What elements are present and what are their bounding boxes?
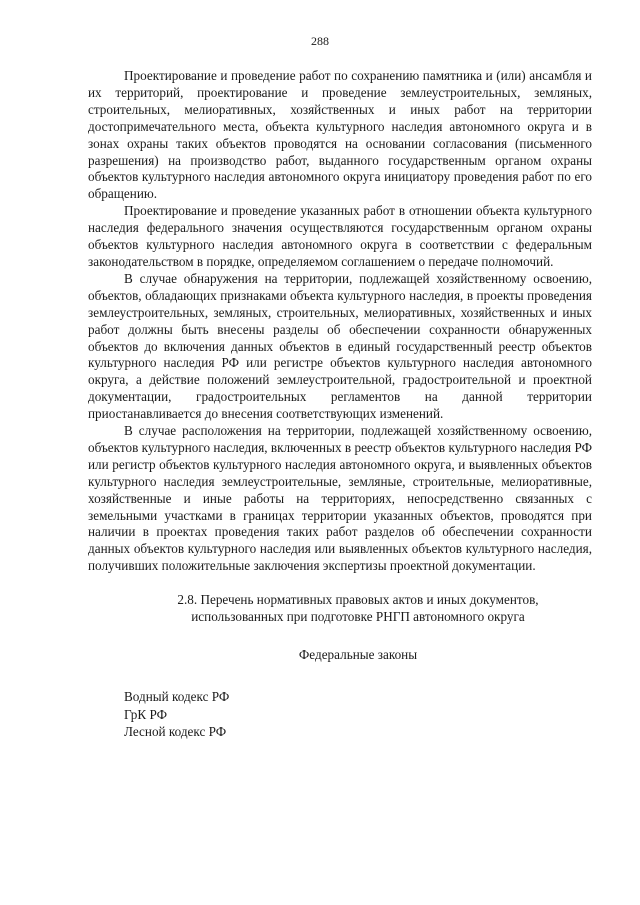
law-item-water-code: Водный кодекс РФ: [124, 689, 230, 705]
paragraph-4: В случае расположения на территории, подлежащей хозяйственному освоению, объектов культурного наследия, включенных в реестр объектов культурного наследия РФ или регистр объектов культурного наследия автономного округа, и выявленных объектов культурного наследия землеустроительные, земляные, строительные, мелиоративные, хозяйственные и иные работы на территориях, непосредственно связанных с земельными участками в границах территории указанных объектов, проводятся при наличии в проектах проведения таких работ разделов об обеспечении сохранности данных объектов культурного наследия или выявленных объектов культурного наследия, получивших положительные заключения экспертизы проектной документации.: [88, 423, 592, 574]
paragraph-3: В случае обнаружения на территории, подлежащей хозяйственному освоению, объектов, обладающих признаками объекта культурного наследия, в проекты проведения землеустроительных, земляных, строительных, мелиоративных, хозяйственных и иных работ должны быть внесены разделы об обеспечении сохранности обнаруженных объектов до включения данных объектов в единый государственный реестр объектов культурного наследия РФ или регистре объектов культурного наследия автономного округа, а действие положений землеустроительной, градостроительной и проектной документации, градостроительных регламентов на данной территории приостанавливается до внесения соответствующих изменений.: [88, 270, 592, 422]
document-body: [88, 68, 592, 741]
section-title-line-1: 2.8. Перечень нормативных правовых актов и иных документов,: [177, 592, 539, 608]
federal-laws-subheading: Федеральные законы: [298, 647, 418, 663]
section-heading: [88, 591, 592, 625]
law-item-forest-code: Лесной кодекс РФ: [124, 724, 227, 740]
paragraph-2: Проектирование и проведение указанных работ в отношении объекта культурного наследия федерального значения осуществляются государственным органом охраны объектов культурного наследия автономного округа в соответствии с федеральным законодательством в порядке, определяемом соглашением о передаче полномочий.: [88, 203, 592, 269]
law-list: [88, 688, 592, 741]
section-title-line-2: использованных при подготовке РНГП автономного округа: [191, 609, 525, 625]
page-number: 288: [311, 34, 329, 48]
law-item-urban-planning-code: ГрК РФ: [124, 706, 168, 722]
paragraph-1: Проектирование и проведение работ по сохранению памятника и (или) ансамбля и их территорий, проектирование и проведение землеустроительных, земляных, строительных, мелиоративных, хозяйственных и иных работ на территории достопримечательного места, объекта культурного наследия автономного округа и в зонах охраны таких объектов проводятся на основании согласования (письменного разрешения) на производство работ, выданного государственным органом охраны объектов культурного наследия автономного округа инициатору проведения работ по его обращению.: [88, 68, 592, 202]
